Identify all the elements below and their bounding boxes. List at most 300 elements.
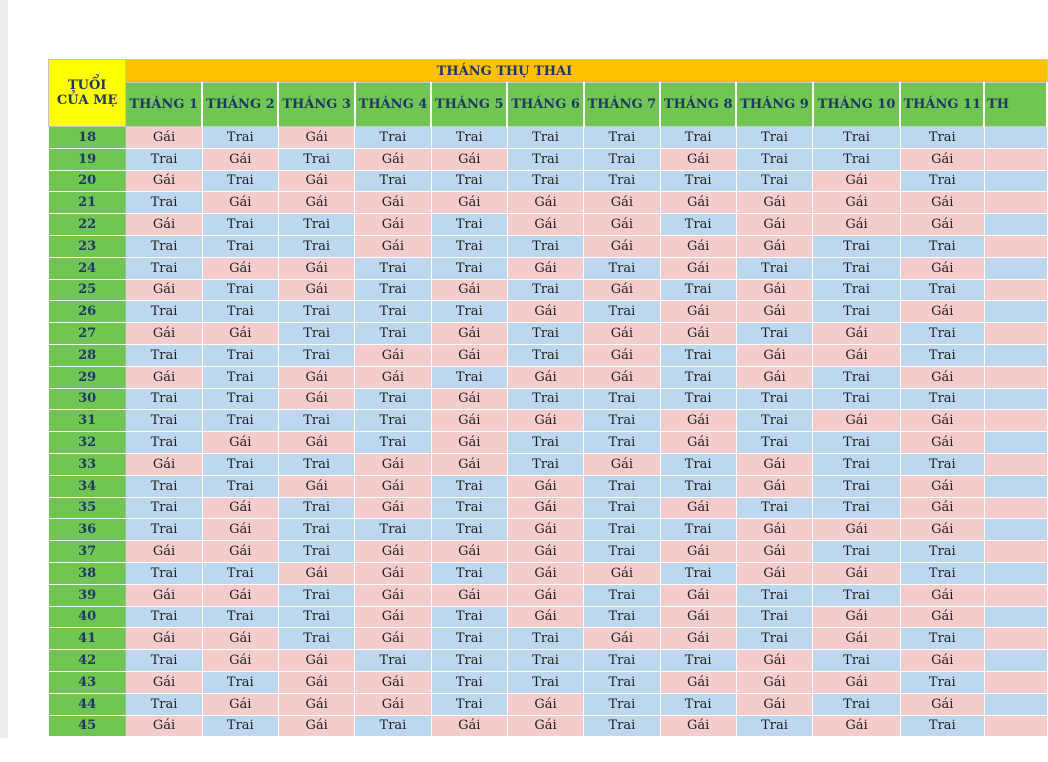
- gender-cell: Trai: [736, 257, 812, 279]
- table-row: [49, 432, 1048, 454]
- gender-cell: Trai: [660, 170, 736, 192]
- table-row: [49, 562, 1048, 584]
- gender-cell: Trai: [431, 693, 507, 715]
- gender-cell: Trai: [584, 475, 660, 497]
- gender-cell: Gái: [431, 344, 507, 366]
- table-row: [49, 519, 1048, 541]
- gender-cell: Gái: [736, 650, 812, 672]
- gender-cell: Gái: [584, 628, 660, 650]
- gender-cell: Gái: [584, 344, 660, 366]
- gender-cell: Trai: [431, 519, 507, 541]
- gender-cell: [984, 671, 1047, 693]
- gender-cell: Gái: [431, 323, 507, 345]
- gender-cell: Trai: [900, 127, 984, 149]
- gender-cell: Trai: [126, 301, 202, 323]
- gender-cell: Gái: [660, 257, 736, 279]
- gender-cell: Gái: [355, 628, 431, 650]
- gender-cell: [984, 693, 1047, 715]
- gender-cell: Trai: [202, 606, 278, 628]
- gender-cell: Gái: [507, 606, 583, 628]
- gender-cell: Gái: [736, 344, 812, 366]
- gender-cell: [984, 541, 1047, 563]
- gender-cell: [984, 127, 1047, 149]
- gender-cell: Trai: [584, 606, 660, 628]
- gender-cell: Gái: [202, 693, 278, 715]
- mother-age-cell: 41: [49, 628, 126, 650]
- mother-age-header-line-2: CỦA MẸ: [56, 93, 118, 108]
- gender-cell: Trai: [126, 497, 202, 519]
- gender-cell: Gái: [813, 671, 901, 693]
- gender-cell: Trai: [431, 214, 507, 236]
- month-header-2: THÁNG 2: [202, 83, 278, 127]
- gender-cell: Trai: [202, 301, 278, 323]
- table-row: [49, 127, 1048, 149]
- gender-cell: Trai: [355, 388, 431, 410]
- gender-cell: Gái: [278, 650, 354, 672]
- conception-month-header-label: THÁNG THỤ THAI: [436, 63, 573, 79]
- gender-cell: Gái: [202, 519, 278, 541]
- gender-cell: Gái: [202, 323, 278, 345]
- gender-cell: Trai: [813, 475, 901, 497]
- gender-cell: Trai: [202, 235, 278, 257]
- gender-cell: [984, 519, 1047, 541]
- gender-cell: Trai: [507, 148, 583, 170]
- gender-cell: [984, 584, 1047, 606]
- gender-cell: Trai: [126, 410, 202, 432]
- gender-cell: Trai: [584, 127, 660, 149]
- gender-cell: Trai: [900, 170, 984, 192]
- gender-cell: Trai: [900, 388, 984, 410]
- month-header-1: THÁNG 1: [126, 83, 202, 127]
- gender-cell: Gái: [900, 214, 984, 236]
- gender-cell: Trai: [584, 148, 660, 170]
- gender-cell: Trai: [355, 257, 431, 279]
- gender-cell: Gái: [660, 432, 736, 454]
- gender-cell: Gái: [736, 541, 812, 563]
- gender-cell: Gái: [126, 584, 202, 606]
- gender-cell: Trai: [126, 432, 202, 454]
- gender-cell: Trai: [431, 301, 507, 323]
- gender-cell: Trai: [507, 453, 583, 475]
- gender-cell: Trai: [507, 432, 583, 454]
- gender-cell: Gái: [660, 671, 736, 693]
- gender-cell: Trai: [660, 366, 736, 388]
- gender-cell: Gái: [278, 475, 354, 497]
- gender-cell: Gái: [813, 170, 901, 192]
- gender-cell: Gái: [278, 562, 354, 584]
- gender-cell: Trai: [202, 214, 278, 236]
- mother-age-cell: 45: [49, 715, 126, 737]
- gender-cell: Gái: [507, 410, 583, 432]
- gender-cell: [984, 453, 1047, 475]
- table-row: [49, 235, 1048, 257]
- gender-cell: Trai: [202, 410, 278, 432]
- gender-cell: Gái: [900, 497, 984, 519]
- gender-cell: Trai: [202, 279, 278, 301]
- gender-cell: Gái: [431, 715, 507, 737]
- gender-cell: Trai: [813, 366, 901, 388]
- gender-cell: Gái: [900, 192, 984, 214]
- gender-cell: Gái: [431, 453, 507, 475]
- gender-cell: Gái: [431, 279, 507, 301]
- gender-cell: Gái: [660, 497, 736, 519]
- gender-cell: Trai: [507, 127, 583, 149]
- gender-cell: Trai: [355, 279, 431, 301]
- gender-cell: Trai: [736, 127, 812, 149]
- gender-cell: Gái: [584, 279, 660, 301]
- gender-cell: Gái: [278, 388, 354, 410]
- gender-cell: Trai: [660, 693, 736, 715]
- gender-cell: Gái: [900, 301, 984, 323]
- gender-cell: Gái: [736, 235, 812, 257]
- gender-cell: Trai: [660, 127, 736, 149]
- mother-age-cell: 36: [49, 519, 126, 541]
- gender-cell: Trai: [584, 170, 660, 192]
- gender-cell: Gái: [736, 453, 812, 475]
- gender-cell: Trai: [900, 453, 984, 475]
- mother-age-cell: 38: [49, 562, 126, 584]
- gender-cell: [984, 388, 1047, 410]
- gender-cell: Trai: [584, 519, 660, 541]
- gender-cell: Trai: [278, 301, 354, 323]
- gender-cell: Trai: [431, 475, 507, 497]
- gender-cell: Gái: [278, 693, 354, 715]
- gender-cell: Gái: [202, 432, 278, 454]
- gender-cell: Gái: [355, 366, 431, 388]
- gender-cell: Gái: [355, 235, 431, 257]
- mother-age-header: [49, 60, 126, 127]
- gender-cell: Trai: [278, 606, 354, 628]
- gender-cell: Gái: [660, 235, 736, 257]
- gender-cell: Trai: [355, 715, 431, 737]
- mother-age-cell: 23: [49, 235, 126, 257]
- gender-cell: [984, 235, 1047, 257]
- gender-cell: Trai: [431, 235, 507, 257]
- gender-cell: Gái: [507, 192, 583, 214]
- gender-cell: Gái: [584, 453, 660, 475]
- gender-cell: Trai: [584, 541, 660, 563]
- gender-cell: Gái: [900, 410, 984, 432]
- mother-age-cell: 18: [49, 127, 126, 149]
- gender-cell: Gái: [660, 410, 736, 432]
- gender-cell: Trai: [126, 148, 202, 170]
- gender-cell: Gái: [660, 301, 736, 323]
- gender-cell: Trai: [900, 671, 984, 693]
- gender-cell: Trai: [126, 235, 202, 257]
- gender-cell: Trai: [431, 257, 507, 279]
- conception-month-header: [126, 60, 1047, 83]
- gender-cell: Trai: [813, 127, 901, 149]
- gender-cell: Trai: [736, 323, 812, 345]
- table-row: [49, 475, 1048, 497]
- mother-age-cell: 32: [49, 432, 126, 454]
- gender-cell: Gái: [355, 541, 431, 563]
- gender-cell: Trai: [278, 323, 354, 345]
- gender-prediction-table: [48, 59, 1048, 737]
- gender-cell: Trai: [584, 410, 660, 432]
- mother-age-cell: 44: [49, 693, 126, 715]
- gender-cell: Gái: [736, 279, 812, 301]
- gender-cell: Gái: [507, 497, 583, 519]
- gender-cell: Trai: [813, 541, 901, 563]
- gender-cell: Gái: [507, 693, 583, 715]
- gender-cell: Trai: [126, 257, 202, 279]
- gender-cell: Trai: [736, 388, 812, 410]
- gender-cell: Gái: [126, 453, 202, 475]
- gender-cell: Trai: [126, 606, 202, 628]
- gender-cell: [984, 497, 1047, 519]
- gender-cell: Trai: [900, 279, 984, 301]
- table-row: [49, 301, 1048, 323]
- gender-cell: Gái: [202, 541, 278, 563]
- gender-cell: Trai: [202, 366, 278, 388]
- gender-cell: Trai: [126, 192, 202, 214]
- gender-cell: Gái: [660, 148, 736, 170]
- gender-cell: [984, 410, 1047, 432]
- gender-cell: Trai: [736, 606, 812, 628]
- mother-age-cell: 30: [49, 388, 126, 410]
- gender-cell: Gái: [431, 410, 507, 432]
- gender-cell: Trai: [736, 170, 812, 192]
- mother-age-cell: 33: [49, 453, 126, 475]
- gender-cell: Trai: [584, 497, 660, 519]
- gender-cell: Gái: [736, 214, 812, 236]
- gender-cell: Gái: [507, 301, 583, 323]
- gender-cell: Gái: [278, 432, 354, 454]
- gender-cell: Gái: [355, 475, 431, 497]
- table-row: [49, 584, 1048, 606]
- gender-cell: [984, 628, 1047, 650]
- gender-cell: Trai: [278, 410, 354, 432]
- table-row: [49, 214, 1048, 236]
- gender-cell: [984, 366, 1047, 388]
- month-header-7: THÁNG 7: [584, 83, 660, 127]
- gender-cell: Gái: [278, 257, 354, 279]
- mother-age-cell: 43: [49, 671, 126, 693]
- gender-cell: [984, 148, 1047, 170]
- gender-cell: Trai: [202, 671, 278, 693]
- gender-cell: Gái: [355, 606, 431, 628]
- gender-cell: Trai: [584, 432, 660, 454]
- month-header-8: THÁNG 8: [660, 83, 736, 127]
- gender-cell: Trai: [660, 650, 736, 672]
- mother-age-cell: 27: [49, 323, 126, 345]
- gender-cell: Trai: [355, 301, 431, 323]
- gender-cell: Trai: [900, 541, 984, 563]
- table-row: [49, 410, 1048, 432]
- gender-cell: Gái: [355, 453, 431, 475]
- gender-cell: Trai: [126, 475, 202, 497]
- gender-cell: Gái: [660, 541, 736, 563]
- table-row: [49, 192, 1048, 214]
- gender-cell: Gái: [126, 279, 202, 301]
- gender-cell: Trai: [278, 519, 354, 541]
- gender-cell: Gái: [355, 584, 431, 606]
- gender-cell: Gái: [813, 519, 901, 541]
- gender-cell: Gái: [900, 650, 984, 672]
- gender-cell: Trai: [507, 628, 583, 650]
- gender-cell: Gái: [355, 497, 431, 519]
- gender-cell: Trai: [431, 366, 507, 388]
- month-header-12: TH: [984, 83, 1047, 127]
- gender-cell: Trai: [660, 214, 736, 236]
- gender-cell: Trai: [584, 257, 660, 279]
- gender-cell: Trai: [507, 279, 583, 301]
- gender-cell: Trai: [126, 344, 202, 366]
- gender-cell: Gái: [202, 628, 278, 650]
- gender-cell: Gái: [278, 127, 354, 149]
- gender-cell: Gái: [278, 366, 354, 388]
- gender-cell: Gái: [900, 519, 984, 541]
- gender-cell: Trai: [736, 148, 812, 170]
- gender-cell: Gái: [355, 148, 431, 170]
- gender-cell: Gái: [900, 693, 984, 715]
- gender-cell: Trai: [813, 235, 901, 257]
- gender-cell: Trai: [355, 170, 431, 192]
- gender-cell: Trai: [355, 650, 431, 672]
- gender-cell: Gái: [202, 650, 278, 672]
- table-row: [49, 170, 1048, 192]
- gender-cell: Trai: [660, 562, 736, 584]
- table-row: [49, 344, 1048, 366]
- gender-cell: Trai: [507, 344, 583, 366]
- gender-cell: Trai: [278, 541, 354, 563]
- gender-cell: [984, 562, 1047, 584]
- gender-cell: Gái: [584, 214, 660, 236]
- mother-age-cell: 37: [49, 541, 126, 563]
- gender-cell: Gái: [355, 562, 431, 584]
- gender-cell: Gái: [813, 192, 901, 214]
- gender-cell: Trai: [660, 388, 736, 410]
- gender-cell: Trai: [584, 693, 660, 715]
- gender-cell: Trai: [431, 562, 507, 584]
- gender-cell: Trai: [431, 650, 507, 672]
- gender-cell: Gái: [278, 279, 354, 301]
- gender-cell: Trai: [813, 279, 901, 301]
- gender-cell: Gái: [126, 628, 202, 650]
- gender-cell: Trai: [126, 693, 202, 715]
- gender-cell: Trai: [355, 410, 431, 432]
- gender-cell: Trai: [736, 432, 812, 454]
- gender-cell: Gái: [507, 214, 583, 236]
- gender-cell: Trai: [584, 301, 660, 323]
- gender-cell: [984, 257, 1047, 279]
- gender-cell: Trai: [813, 148, 901, 170]
- gender-cell: Gái: [813, 606, 901, 628]
- gender-cell: Trai: [813, 432, 901, 454]
- table-row: [49, 541, 1048, 563]
- gender-cell: Trai: [507, 235, 583, 257]
- table-row: [49, 257, 1048, 279]
- gender-cell: Gái: [278, 170, 354, 192]
- gender-cell: Trai: [126, 650, 202, 672]
- gender-cell: Gái: [660, 715, 736, 737]
- gender-cell: Gái: [278, 671, 354, 693]
- gender-cell: [984, 650, 1047, 672]
- gender-cell: Trai: [431, 170, 507, 192]
- table-row: [49, 388, 1048, 410]
- mother-age-cell: 29: [49, 366, 126, 388]
- gender-cell: Trai: [202, 475, 278, 497]
- month-header-3: THÁNG 3: [278, 83, 354, 127]
- gender-cell: Gái: [736, 562, 812, 584]
- gender-cell: Trai: [278, 148, 354, 170]
- gender-cell: Trai: [355, 519, 431, 541]
- gender-cell: [984, 344, 1047, 366]
- gender-cell: Trai: [660, 519, 736, 541]
- gender-cell: Gái: [660, 192, 736, 214]
- gender-cell: Trai: [813, 497, 901, 519]
- table-row: [49, 650, 1048, 672]
- gender-cell: Gái: [507, 257, 583, 279]
- mother-age-cell: 25: [49, 279, 126, 301]
- gender-cell: Trai: [278, 628, 354, 650]
- gender-cell: Gái: [584, 235, 660, 257]
- gender-cell: Trai: [278, 497, 354, 519]
- gender-cell: Trai: [900, 323, 984, 345]
- mother-age-cell: 20: [49, 170, 126, 192]
- gender-cell: Gái: [126, 366, 202, 388]
- gender-cell: Gái: [584, 562, 660, 584]
- mother-age-cell: 42: [49, 650, 126, 672]
- gender-cell: Gái: [736, 671, 812, 693]
- mother-age-cell: 34: [49, 475, 126, 497]
- gender-cell: [984, 279, 1047, 301]
- gender-cell: Trai: [900, 235, 984, 257]
- gender-cell: Gái: [507, 519, 583, 541]
- gender-cell: [984, 214, 1047, 236]
- gender-cell: Gái: [507, 541, 583, 563]
- month-header-4: THÁNG 4: [355, 83, 431, 127]
- gender-cell: Trai: [202, 170, 278, 192]
- gender-cell: Gái: [584, 192, 660, 214]
- gender-cell: Gái: [813, 323, 901, 345]
- gender-cell: Trai: [584, 388, 660, 410]
- month-header-9: THÁNG 9: [736, 83, 812, 127]
- gender-cell: [984, 475, 1047, 497]
- gender-cell: Trai: [202, 344, 278, 366]
- gender-cell: Trai: [813, 301, 901, 323]
- mother-age-cell: 24: [49, 257, 126, 279]
- gender-cell: Gái: [507, 584, 583, 606]
- gender-cell: Trai: [900, 562, 984, 584]
- gender-cell: Trai: [584, 584, 660, 606]
- gender-cell: Gái: [202, 497, 278, 519]
- table-row: [49, 715, 1048, 737]
- gender-cell: Gái: [431, 432, 507, 454]
- gender-cell: Gái: [126, 541, 202, 563]
- gender-cell: Trai: [507, 671, 583, 693]
- gender-cell: Trai: [126, 562, 202, 584]
- gender-cell: Trai: [507, 323, 583, 345]
- table-body: [49, 127, 1048, 737]
- gender-cell: Gái: [431, 541, 507, 563]
- gender-cell: Gái: [813, 628, 901, 650]
- gender-cell: Gái: [736, 475, 812, 497]
- gender-cell: Gái: [355, 671, 431, 693]
- gender-cell: Trai: [202, 715, 278, 737]
- gender-cell: Gái: [431, 192, 507, 214]
- gender-cell: Trai: [202, 453, 278, 475]
- gender-cell: Gái: [900, 257, 984, 279]
- gender-cell: Trai: [431, 671, 507, 693]
- gender-cell: Gái: [813, 214, 901, 236]
- month-header-10: THÁNG 10: [813, 83, 901, 127]
- gender-cell: Gái: [278, 715, 354, 737]
- gender-cell: Trai: [355, 323, 431, 345]
- gender-cell: Gái: [584, 323, 660, 345]
- gender-cell: Gái: [813, 410, 901, 432]
